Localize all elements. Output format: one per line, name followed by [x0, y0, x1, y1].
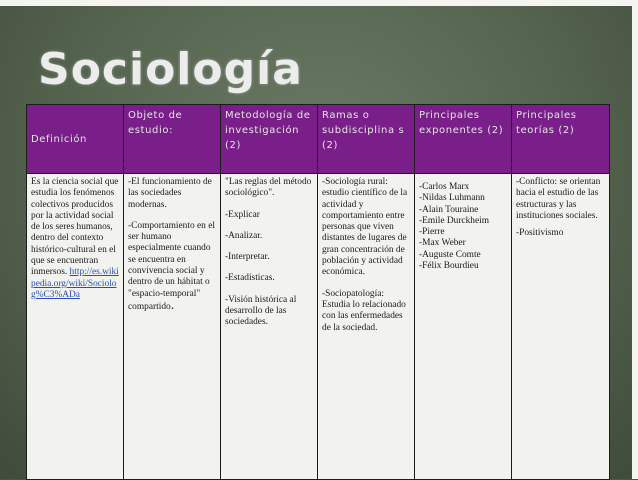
slide-top-border [0, 0, 638, 6]
exponente-item: -Max Weber [419, 238, 466, 249]
slide-title: Sociología [38, 44, 303, 95]
cell-objeto [124, 174, 221, 480]
header-objeto: Objeto de estudio: [124, 105, 221, 174]
header-exponentes: Principales exponentes (2) [415, 105, 512, 174]
objeto-item: -El funcionamiento de las sociedades modernas. [128, 177, 212, 210]
table-row [27, 174, 610, 480]
wikipedia-link[interactable]: http://es.wikipedia.org/wiki/Sociolog%C3%ADa [31, 267, 119, 300]
rama-item: -Sociopatología: Estudia lo relacionado con las enfermedades de la sociedad. [322, 288, 406, 333]
exponente-item: -Carlos Marx [419, 182, 470, 192]
exponente-item: -Emile Durckheim [419, 215, 490, 226]
metodologia-item: -Explicar [225, 209, 260, 220]
objeto-item: -Comportamiento en el ser humano especialmente cuando se encuentra en convivencia social y dentro de un hábitat o "espacio-temporal" compartido. [128, 220, 215, 313]
teoria-item: -Positivismo [516, 228, 564, 239]
sociology-table [26, 104, 610, 480]
cell-metodologia [221, 174, 318, 480]
table-header-row [27, 105, 610, 174]
exponente-item: -Nildas Luhmann [419, 193, 485, 204]
exponente-item: -Auguste Comte [419, 249, 481, 260]
definicion-text: Es la ciencia social que estudia los fenómenos colectivos producidos por la actividad social de los seres humanos, dentro del contexto histórico-cultural en el que se encuentran inmersos. [31, 177, 119, 278]
metodologia-item: -Estadísticas. [225, 273, 275, 284]
metodologia-item: -Interpretar. [225, 252, 270, 263]
metodologia-item: -Analizar. [225, 230, 263, 241]
rama-item: -Sociología rural: estudio científico de la actividad y comportamiento entre personas que viven distantes de lugares de gran concentración de población y actividad económica. [322, 177, 408, 278]
exponente-item: -Pierre [419, 227, 445, 238]
metodologia-item: -Visión histórica al desarrollo de las sociedades. [225, 294, 297, 328]
header-teorias: Principales teorías (2) [512, 105, 610, 174]
header-ramas: Ramas o subdisciplina s (2) [318, 105, 415, 174]
metodologia-item: "Las reglas del método sociológico". [225, 177, 312, 199]
slide-right-border [632, 0, 638, 479]
header-metodologia: Metodología de investigación (2) [221, 105, 318, 174]
teoria-item: -Conflicto: se orientan hacia el estudio de las estructuras y las instituciones sociales. [516, 177, 601, 221]
cell-ramas [318, 174, 415, 480]
exponente-item: -Alain Touraine [419, 204, 479, 215]
exponente-item: -Félix Bourdieu [419, 261, 479, 272]
cell-teorias [512, 174, 610, 480]
cell-definicion [27, 174, 124, 480]
cell-exponentes [415, 174, 512, 480]
header-definicion: Definición [27, 105, 124, 174]
objeto-end-mark: . [170, 297, 175, 313]
